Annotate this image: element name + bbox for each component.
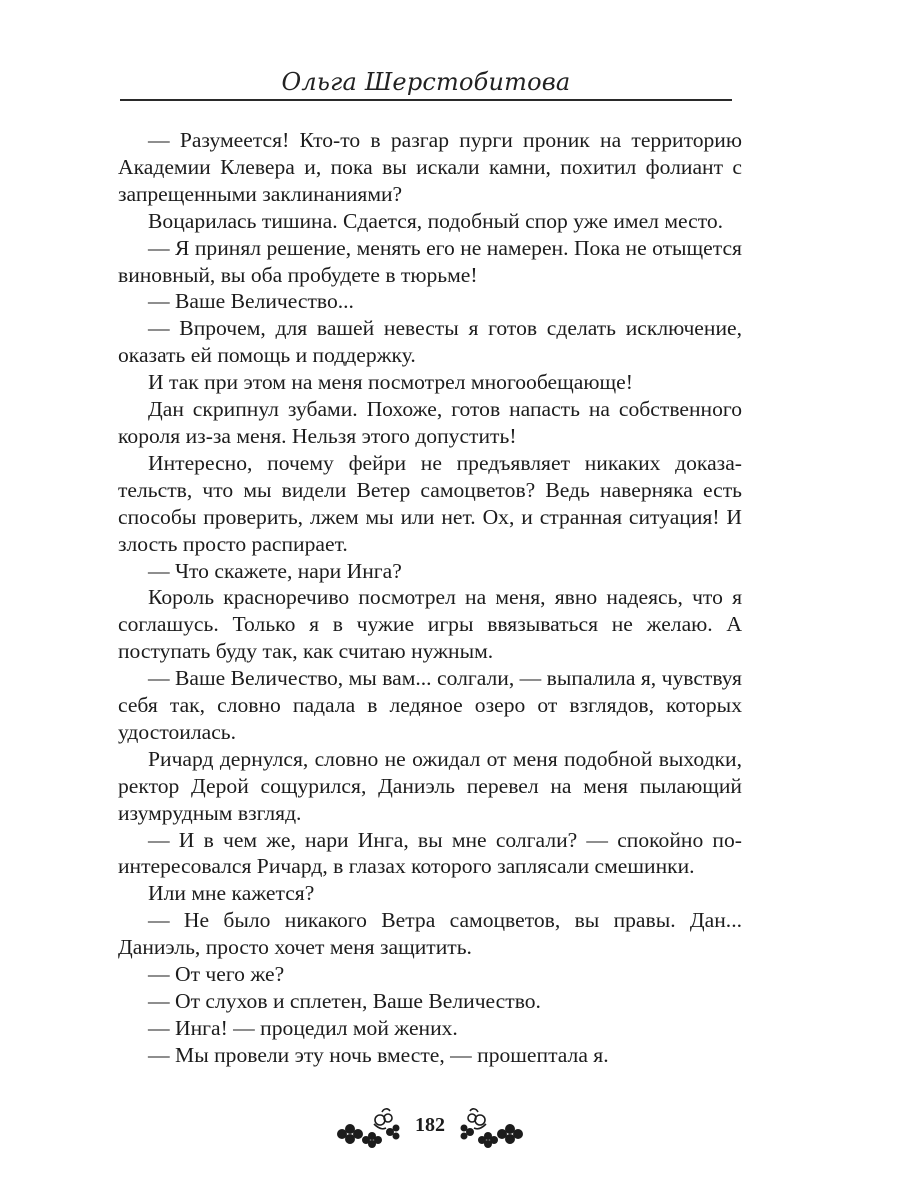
page-footer: [330, 1102, 530, 1152]
paragraph: — Разумеется! Кто-то в разгар пурги проник на территорию Академии Клевера и, пока вы искали камни, похитил фолиант с запрещенными заклинаниями?: [118, 128, 742, 206]
paragraph: — От чего же?: [148, 962, 285, 987]
body-text: [118, 127, 742, 1069]
clover-ornament-right-icon: [456, 1102, 530, 1152]
paragraph: — Не было никакого Ветра самоцветов, вы правы. Дан... Даниэль, просто хочет меня защитить.: [118, 908, 742, 960]
paragraph: — Впрочем, для вашей невесты я готов сделать исключение, оказать ей помощь и поддержку.: [118, 316, 742, 368]
paragraph: Воцарилась тишина. Сдается, подобный спор уже имел место.: [148, 208, 724, 233]
paragraph: — Инга! — процедил мой жених.: [148, 1015, 458, 1040]
paragraph: — Ваше Величество...: [148, 289, 354, 314]
paragraph: Дан скрипнул зубами. Похоже, готов напасть на собственного короля из-за меня. Нельзя этого допустить!: [118, 397, 742, 448]
paragraph: Король красноречиво посмотрел на меня, явно надеясь, что я соглашусь. Только я в чужие игры ввязываться не желаю. А поступать буду так, как считаю нужным.: [118, 585, 742, 664]
paragraph: — Мы провели эту ночь вместе, — прошептала я.: [148, 1042, 609, 1067]
paragraph: — Я принял решение, менять его не намерен. Пока не отыщется виновный, вы оба пробудете в тюрьме!: [118, 235, 742, 287]
paragraph: Интересно, почему фейри не предъявляет никаких доказательств, что мы видели Ветер самоцветов? Ведь наверняка есть способы проверить, лжем мы или нет. Ох, и странная ситуация! И злость просто распирает.: [118, 450, 742, 556]
running-header: [120, 62, 732, 102]
author-name: Ольга Шерстобитова: [281, 68, 571, 96]
paragraph: Ричард дернулся, словно не ожидал от меня подобной выходки, ректор Дерой сощурился, Даниэль перевел на меня пылающий изумрудным взгляд.: [118, 746, 742, 825]
paragraph: И так при этом на меня посмотрел многообещающе!: [148, 370, 633, 395]
header-rule: [120, 99, 732, 101]
paragraph: — Ваше Величество, мы вам... солгали, — выпалила я, чувствуя себя так, словно падала в ледяное озеро от взглядов, которых удостоилась.: [118, 666, 742, 744]
paragraph: — Что скажете, нари Инга?: [148, 558, 402, 583]
paragraph: — От слухов и сплетен, Ваше Величество.: [148, 989, 541, 1013]
paragraph: Или мне кажется?: [148, 881, 315, 906]
paragraph: — И в чем же, нари Инга, вы мне солгали? — спокойно поинтересовался Ричард, в глазах которого заплясали смешинки.: [118, 827, 742, 879]
page-number: 182: [415, 1114, 445, 1136]
